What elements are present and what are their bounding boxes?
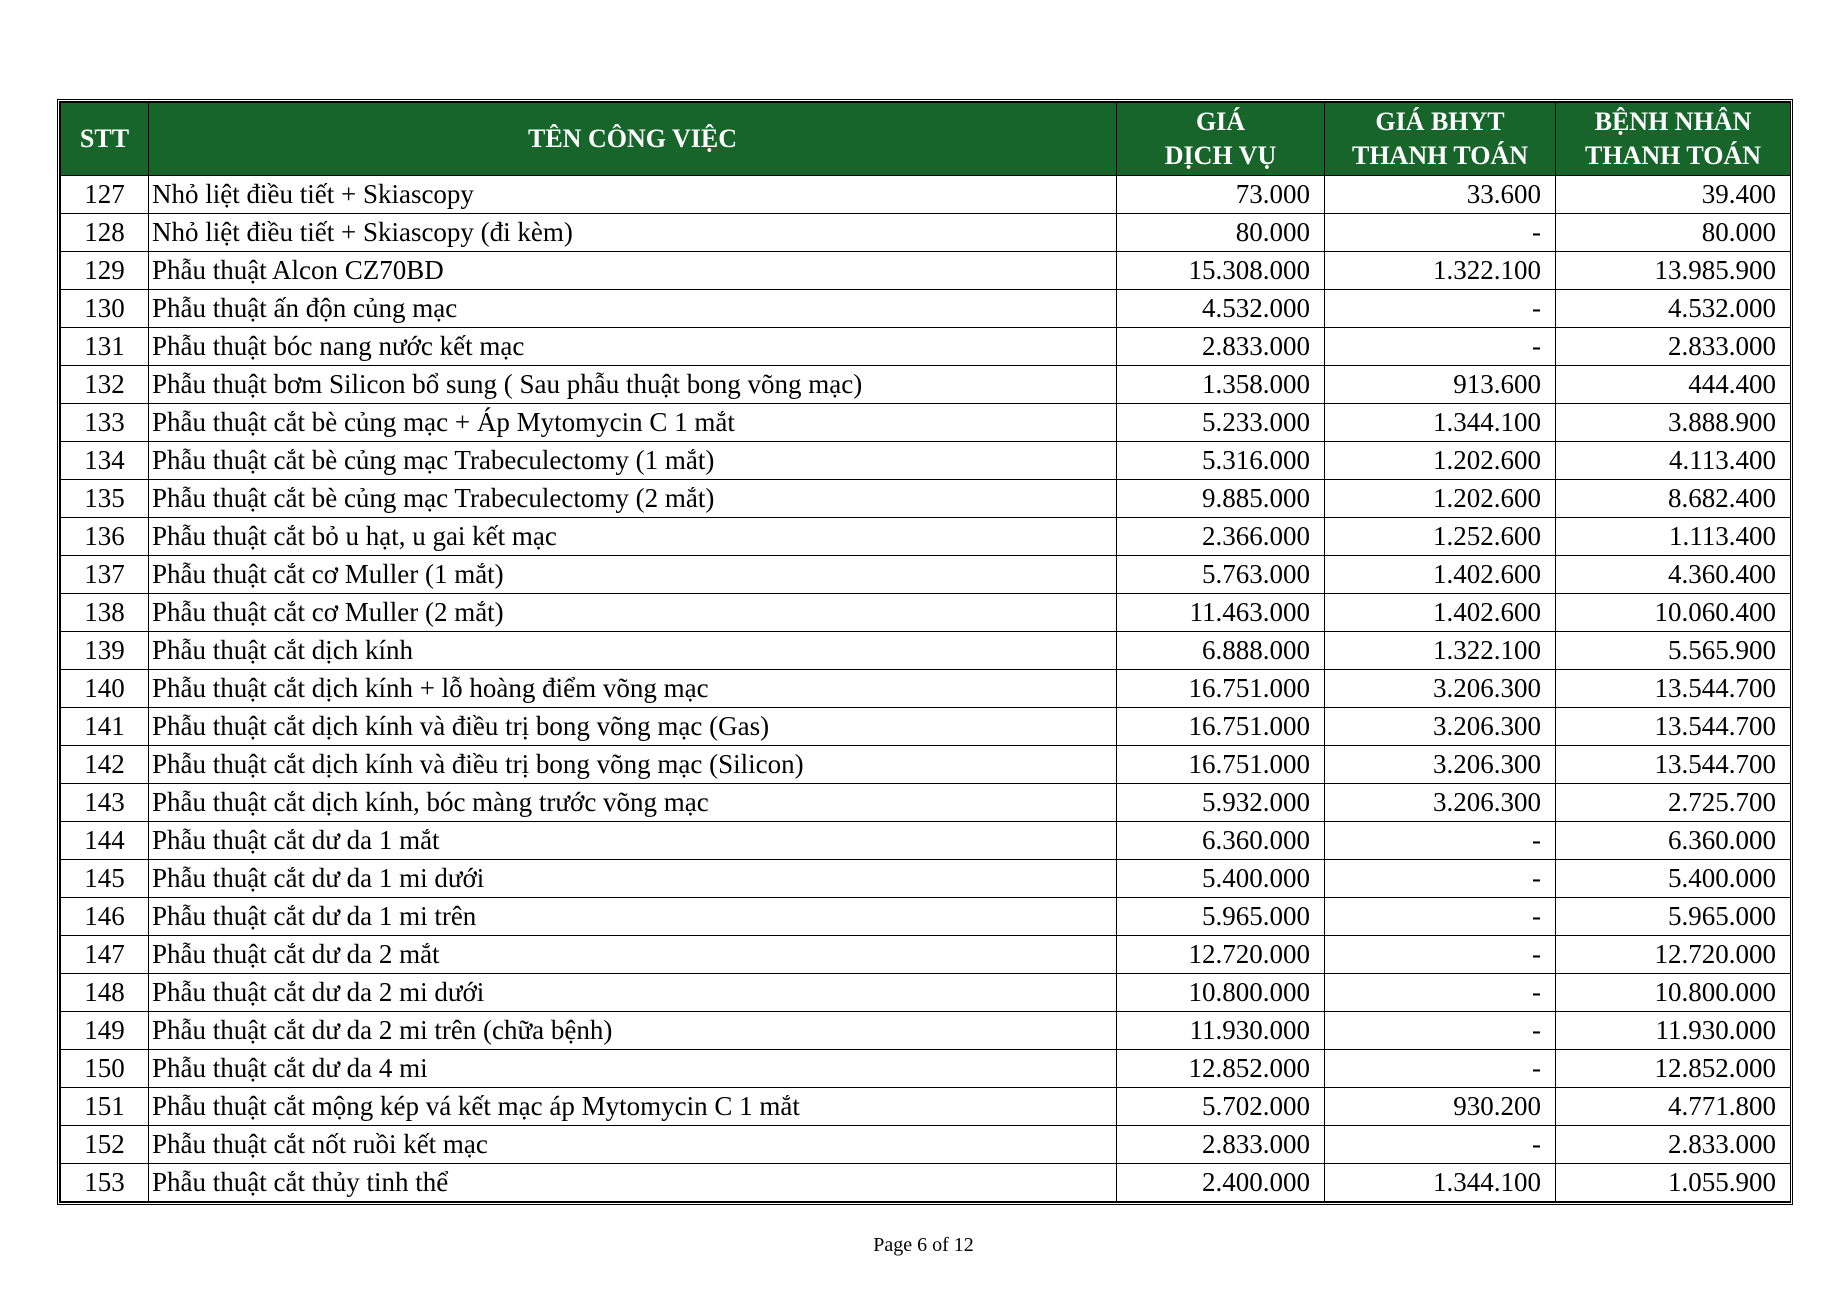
row-stt: 144 <box>61 822 149 860</box>
table-row <box>61 1050 1791 1088</box>
row-stt: 137 <box>61 556 149 594</box>
row-patient-pays: 10.800.000 <box>1556 974 1791 1012</box>
row-patient-pays: 2.725.700 <box>1556 784 1791 822</box>
row-service-price: 5.965.000 <box>1117 898 1325 936</box>
row-patient-pays: 6.360.000 <box>1556 822 1791 860</box>
row-name: Phẫu thuật cắt cơ Muller (1 mắt) <box>149 556 1117 594</box>
row-stt: 150 <box>61 1050 149 1088</box>
row-service-price: 5.763.000 <box>1117 556 1325 594</box>
table-row <box>61 214 1791 252</box>
row-stt: 129 <box>61 252 149 290</box>
row-insurance-price: - <box>1325 1012 1556 1050</box>
row-patient-pays: 444.400 <box>1556 366 1791 404</box>
row-name: Phẫu thuật cắt dư da 2 mắt <box>149 936 1117 974</box>
row-stt: 139 <box>61 632 149 670</box>
row-patient-pays: 1.055.900 <box>1556 1164 1791 1202</box>
row-stt: 135 <box>61 480 149 518</box>
row-patient-pays: 4.113.400 <box>1556 442 1791 480</box>
table-row <box>61 1012 1791 1050</box>
row-patient-pays: 13.544.700 <box>1556 708 1791 746</box>
row-service-price: 11.930.000 <box>1117 1012 1325 1050</box>
row-stt: 128 <box>61 214 149 252</box>
row-insurance-price: - <box>1325 1050 1556 1088</box>
row-stt: 134 <box>61 442 149 480</box>
price-table <box>60 102 1791 1202</box>
row-insurance-price: 1.344.100 <box>1325 404 1556 442</box>
row-insurance-price: - <box>1325 1126 1556 1164</box>
row-name: Phẫu thuật cắt dịch kính và điều trị bong võng mạc (Gas) <box>149 708 1117 746</box>
row-name: Phẫu thuật ấn độn củng mạc <box>149 290 1117 328</box>
row-patient-pays: 8.682.400 <box>1556 480 1791 518</box>
row-insurance-price: 1.344.100 <box>1325 1164 1556 1202</box>
row-service-price: 6.888.000 <box>1117 632 1325 670</box>
row-insurance-price: 1.402.600 <box>1325 594 1556 632</box>
row-stt: 142 <box>61 746 149 784</box>
row-insurance-price: 3.206.300 <box>1325 670 1556 708</box>
header-patient-pays-line1: BỆNH NHÂN <box>1594 107 1752 136</box>
row-patient-pays: 11.930.000 <box>1556 1012 1791 1050</box>
row-service-price: 1.358.000 <box>1117 366 1325 404</box>
row-name: Phẫu thuật cắt bè củng mạc + Áp Mytomycin C 1 mắt <box>149 404 1117 442</box>
row-name: Phẫu thuật cắt dư da 2 mi dưới <box>149 974 1117 1012</box>
table-row <box>61 784 1791 822</box>
table-row <box>61 974 1791 1012</box>
row-insurance-price: 1.202.600 <box>1325 442 1556 480</box>
row-name: Phẫu thuật cắt dư da 4 mi <box>149 1050 1117 1088</box>
row-service-price: 5.233.000 <box>1117 404 1325 442</box>
row-stt: 147 <box>61 936 149 974</box>
row-name: Nhỏ liệt điều tiết + Skiascopy (đi kèm) <box>149 214 1117 252</box>
row-patient-pays: 4.771.800 <box>1556 1088 1791 1126</box>
row-patient-pays: 4.532.000 <box>1556 290 1791 328</box>
table-row <box>61 746 1791 784</box>
row-name: Phẫu thuật cắt dịch kính, bóc màng trước võng mạc <box>149 784 1117 822</box>
row-stt: 141 <box>61 708 149 746</box>
row-service-price: 2.833.000 <box>1117 1126 1325 1164</box>
row-name: Phẫu thuật cắt mộng kép vá kết mạc áp Mytomycin C 1 mắt <box>149 1088 1117 1126</box>
row-stt: 133 <box>61 404 149 442</box>
row-stt: 143 <box>61 784 149 822</box>
row-name: Phẫu thuật cắt dịch kính <box>149 632 1117 670</box>
row-stt: 138 <box>61 594 149 632</box>
row-service-price: 16.751.000 <box>1117 708 1325 746</box>
header-patient-pays-line2: THANH TOÁN <box>1584 141 1762 170</box>
row-stt: 149 <box>61 1012 149 1050</box>
row-stt: 145 <box>61 860 149 898</box>
row-patient-pays: 39.400 <box>1556 176 1791 214</box>
row-patient-pays: 4.360.400 <box>1556 556 1791 594</box>
table-row <box>61 936 1791 974</box>
row-name: Phẫu thuật cắt dịch kính + lỗ hoàng điểm võng mạc <box>149 670 1117 708</box>
header-insurance-price-line1: GIÁ BHYT <box>1375 107 1505 136</box>
row-patient-pays: 13.544.700 <box>1556 670 1791 708</box>
row-insurance-price: - <box>1325 974 1556 1012</box>
row-name: Phẫu thuật cắt thủy tinh thể <box>149 1164 1117 1202</box>
row-patient-pays: 3.888.900 <box>1556 404 1791 442</box>
header-patient-pays <box>1556 103 1791 176</box>
row-stt: 132 <box>61 366 149 404</box>
row-insurance-price: - <box>1325 328 1556 366</box>
table-row <box>61 518 1791 556</box>
row-service-price: 2.400.000 <box>1117 1164 1325 1202</box>
table-row <box>61 1126 1791 1164</box>
row-patient-pays: 13.544.700 <box>1556 746 1791 784</box>
row-stt: 130 <box>61 290 149 328</box>
row-patient-pays: 80.000 <box>1556 214 1791 252</box>
row-name: Phẫu thuật cắt dịch kính và điều trị bong võng mạc (Silicon) <box>149 746 1117 784</box>
table-row <box>61 860 1791 898</box>
row-name: Phẫu thuật Alcon CZ70BD <box>149 252 1117 290</box>
row-patient-pays: 2.833.000 <box>1556 328 1791 366</box>
row-patient-pays: 13.985.900 <box>1556 252 1791 290</box>
row-insurance-price: 3.206.300 <box>1325 708 1556 746</box>
header-insurance-price-line2: THANH TOÁN <box>1351 141 1529 170</box>
table-header <box>61 103 1791 176</box>
row-insurance-price: - <box>1325 290 1556 328</box>
row-name: Phẫu thuật bơm Silicon bổ sung ( Sau phẫu thuật bong võng mạc) <box>149 366 1117 404</box>
table-row <box>61 594 1791 632</box>
row-service-price: 4.532.000 <box>1117 290 1325 328</box>
table-row <box>61 442 1791 480</box>
row-patient-pays: 12.852.000 <box>1556 1050 1791 1088</box>
price-table-container <box>57 99 1793 1205</box>
table-row <box>61 176 1791 214</box>
row-service-price: 6.360.000 <box>1117 822 1325 860</box>
header-insurance-price <box>1325 103 1556 176</box>
row-name: Phẫu thuật cắt dư da 1 mi trên <box>149 898 1117 936</box>
row-service-price: 73.000 <box>1117 176 1325 214</box>
row-service-price: 5.932.000 <box>1117 784 1325 822</box>
row-patient-pays: 2.833.000 <box>1556 1126 1791 1164</box>
page-number: Page 6 of 12 <box>873 1234 974 1256</box>
header-name: TÊN CÔNG VIỆC <box>149 103 1117 176</box>
row-name: Phẫu thuật cắt cơ Muller (2 mắt) <box>149 594 1117 632</box>
row-name: Phẫu thuật cắt bè củng mạc Trabeculectomy (1 mắt) <box>149 442 1117 480</box>
row-insurance-price: 1.322.100 <box>1325 252 1556 290</box>
row-insurance-price: 913.600 <box>1325 366 1556 404</box>
row-stt: 140 <box>61 670 149 708</box>
row-service-price: 16.751.000 <box>1117 670 1325 708</box>
row-service-price: 5.400.000 <box>1117 860 1325 898</box>
table-row <box>61 328 1791 366</box>
header-service-price-line2: DỊCH VỤ <box>1164 141 1277 170</box>
table-row <box>61 822 1791 860</box>
row-name: Phẫu thuật cắt bỏ u hạt, u gai kết mạc <box>149 518 1117 556</box>
table-row <box>61 290 1791 328</box>
row-insurance-price: 1.402.600 <box>1325 556 1556 594</box>
header-row <box>61 103 1791 176</box>
row-name: Phẫu thuật cắt bè củng mạc Trabeculectomy (2 mắt) <box>149 480 1117 518</box>
row-stt: 153 <box>61 1164 149 1202</box>
row-service-price: 16.751.000 <box>1117 746 1325 784</box>
row-patient-pays: 5.400.000 <box>1556 860 1791 898</box>
row-stt: 148 <box>61 974 149 1012</box>
header-stt: STT <box>61 103 149 176</box>
row-patient-pays: 12.720.000 <box>1556 936 1791 974</box>
row-patient-pays: 5.565.900 <box>1556 632 1791 670</box>
row-patient-pays: 5.965.000 <box>1556 898 1791 936</box>
row-stt: 151 <box>61 1088 149 1126</box>
row-stt: 146 <box>61 898 149 936</box>
row-service-price: 12.852.000 <box>1117 1050 1325 1088</box>
row-insurance-price: 1.322.100 <box>1325 632 1556 670</box>
row-service-price: 12.720.000 <box>1117 936 1325 974</box>
row-service-price: 2.366.000 <box>1117 518 1325 556</box>
row-insurance-price: 1.252.600 <box>1325 518 1556 556</box>
row-insurance-price: 3.206.300 <box>1325 784 1556 822</box>
row-name: Phẫu thuật cắt nốt ruồi kết mạc <box>149 1126 1117 1164</box>
row-service-price: 15.308.000 <box>1117 252 1325 290</box>
table-body <box>61 176 1791 1202</box>
table-row <box>61 670 1791 708</box>
row-service-price: 5.316.000 <box>1117 442 1325 480</box>
row-service-price: 80.000 <box>1117 214 1325 252</box>
row-insurance-price: - <box>1325 936 1556 974</box>
row-name: Phẫu thuật cắt dư da 2 mi trên (chữa bệnh) <box>149 1012 1117 1050</box>
row-name: Nhỏ liệt điều tiết + Skiascopy <box>149 176 1117 214</box>
header-service-price-line1: GIÁ <box>1195 107 1246 136</box>
table-row <box>61 556 1791 594</box>
row-name: Phẫu thuật cắt dư da 1 mi dưới <box>149 860 1117 898</box>
table-row <box>61 366 1791 404</box>
row-patient-pays: 10.060.400 <box>1556 594 1791 632</box>
table-row <box>61 632 1791 670</box>
row-insurance-price: - <box>1325 860 1556 898</box>
row-service-price: 10.800.000 <box>1117 974 1325 1012</box>
row-patient-pays: 1.113.400 <box>1556 518 1791 556</box>
row-service-price: 9.885.000 <box>1117 480 1325 518</box>
row-insurance-price: 1.202.600 <box>1325 480 1556 518</box>
table-row <box>61 1088 1791 1126</box>
table-row <box>61 252 1791 290</box>
row-stt: 127 <box>61 176 149 214</box>
row-stt: 152 <box>61 1126 149 1164</box>
row-insurance-price: - <box>1325 822 1556 860</box>
row-insurance-price: 33.600 <box>1325 176 1556 214</box>
table-row <box>61 1164 1791 1202</box>
row-stt: 136 <box>61 518 149 556</box>
row-name: Phẫu thuật cắt dư da 1 mắt <box>149 822 1117 860</box>
header-service-price <box>1117 103 1325 176</box>
row-insurance-price: - <box>1325 898 1556 936</box>
table-row <box>61 404 1791 442</box>
row-service-price: 5.702.000 <box>1117 1088 1325 1126</box>
row-stt: 131 <box>61 328 149 366</box>
table-row <box>61 898 1791 936</box>
row-service-price: 2.833.000 <box>1117 328 1325 366</box>
row-insurance-price: 930.200 <box>1325 1088 1556 1126</box>
row-name: Phẫu thuật bóc nang nước kết mạc <box>149 328 1117 366</box>
row-service-price: 11.463.000 <box>1117 594 1325 632</box>
row-insurance-price: - <box>1325 214 1556 252</box>
table-row <box>61 480 1791 518</box>
row-insurance-price: 3.206.300 <box>1325 746 1556 784</box>
table-row <box>61 708 1791 746</box>
